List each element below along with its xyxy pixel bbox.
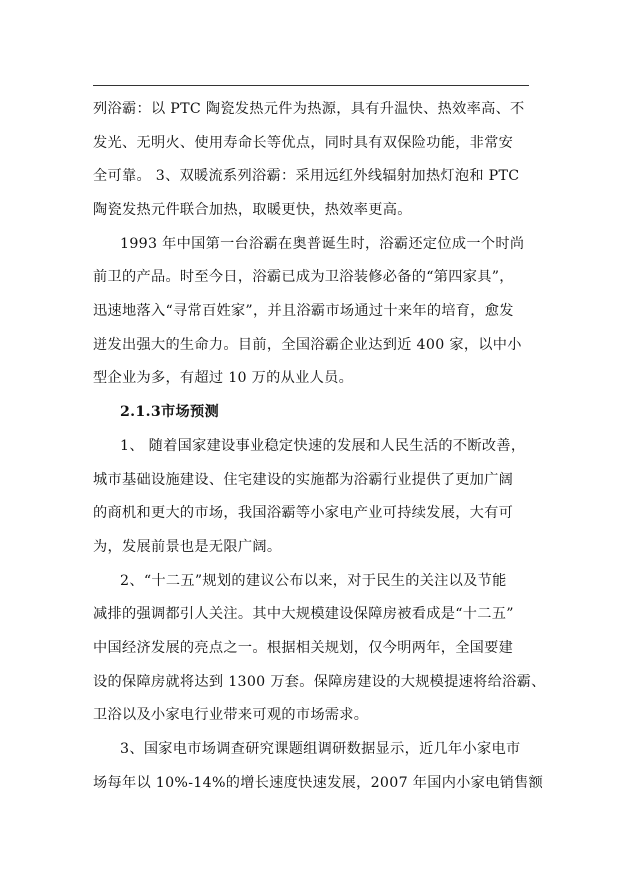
paragraph-line: 减排的强调都引人关注。其中大规模建设保障房被看成是“十二五” [93,606,514,622]
paragraph-line: 2、“十二五”规划的建议公布以来，对于民生的关注以及节能 [120,573,507,589]
paragraph-line: 发光、无明火、使用寿命长等优点，同时具有双保险功能，非常安 [93,135,514,151]
paragraph-line: 场每年以 10%-14%的增长速度快速发展，2007 年国内小家电销售额 [93,775,544,791]
paragraph-line: 迅速地落入“寻常百姓家”，并且浴霸市场通过十来年的培育，愈发 [93,303,514,319]
paragraph-line: 前卫的产品。时至今日，浴霸已成为卫浴装修必备的“第四家具”， [93,269,514,285]
paragraph-line: 型企业为多，有超过 10 万的从业人员。 [93,370,354,386]
paragraph-line: 迸发出强大的生命力。目前，全国浴霸企业达到近 400 家，以中小 [93,337,522,353]
paragraph-line: 3、国家电市场调查研究课题组调研数据显示，近几年小家电市 [120,741,521,757]
paragraph-line: 为，发展前景也是无限广阔。 [93,539,282,555]
section-heading: 2.1.3市场预测 [120,404,219,420]
paragraph-line: 中国经济发展的亮点之一。根据相关规划，仅今明两年，全国要建 [93,640,514,656]
header-rule [93,85,529,86]
paragraph-line: 城市基础设施建设、住宅建设的实施都为浴霸行业提供了更加广阔 [93,472,514,488]
paragraph-line: 1、 随着国家建设事业稳定快速的发展和人民生活的不断改善， [120,438,526,454]
paragraph-line: 的商机和更大的市场，我国浴霸等小家电产业可持续发展，大有可 [93,505,514,521]
paragraph-line: 陶瓷发热元件联合加热，取暖更快，热效率更高。 [93,202,412,218]
paragraph-line: 全可靠。 3、双暖流系列浴霸：采用远红外线辐射加热灯泡和 PTC [93,168,520,184]
paragraph-line: 设的保障房就将达到 1300 万套。保障房建设的大规模提速将给浴霸、 [93,674,546,690]
paragraph-line: 卫浴以及小家电行业带来可观的市场需求。 [93,707,369,723]
paragraph-line: 1993 年中国第一台浴霸在奥普诞生时，浴霸还定位成一个时尚 [120,236,525,252]
paragraph-line: 列浴霸：以 PTC 陶瓷发热元件为热源，具有升温快、热效率高、不 [93,101,525,117]
